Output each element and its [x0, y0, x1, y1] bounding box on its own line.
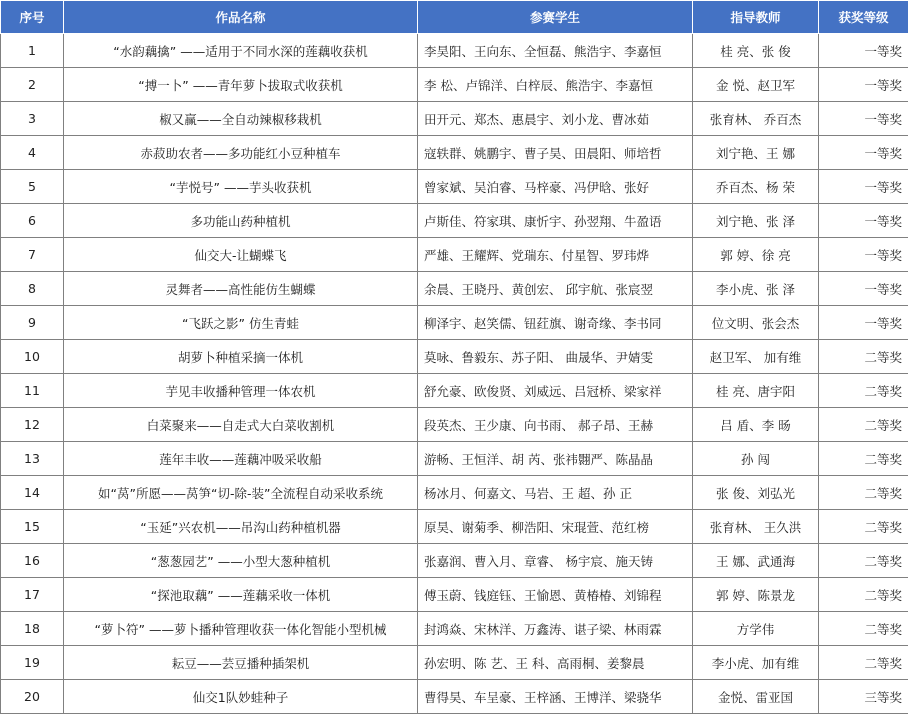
cell-students: 傅玉蔚、钱庭钰、王愉恩、黄椿椿、刘锦程: [418, 578, 693, 612]
cell-award: 一等奖: [819, 170, 908, 204]
cell-work-name: 胡萝卜种植采摘一体机: [64, 340, 418, 374]
cell-students: 孙宏明、陈 艺、王 科、高雨桐、姜黎晨: [418, 646, 693, 680]
cell-award: 二等奖: [819, 646, 908, 680]
cell-award: 一等奖: [819, 204, 908, 238]
table-row: [1, 306, 908, 340]
cell-work-name: 仙交大-让蝴蝶飞: [64, 238, 418, 272]
table-body: [1, 34, 908, 714]
cell-students: 舒允豪、欧俊贤、刘威远、吕冠桥、梁家祥: [418, 374, 693, 408]
cell-index: 12: [1, 408, 64, 442]
cell-work-name: 莲年丰收——莲藕冲吸采收船: [64, 442, 418, 476]
cell-award: 二等奖: [819, 340, 908, 374]
cell-teachers: 赵卫军、 加有维: [693, 340, 819, 374]
cell-index: 5: [1, 170, 64, 204]
cell-teachers: 方学伟: [693, 612, 819, 646]
cell-teachers: 郭 婷、陈景龙: [693, 578, 819, 612]
cell-index: 7: [1, 238, 64, 272]
cell-teachers: 张 俊、刘弘光: [693, 476, 819, 510]
cell-teachers: 桂 亮、唐宇阳: [693, 374, 819, 408]
cell-students: 严雄、王耀辉、党瑞东、付星智、罗玮烨: [418, 238, 693, 272]
cell-work-name: 椒又赢——全自动辣椒移栽机: [64, 102, 418, 136]
table-row: [1, 578, 908, 612]
table-row: [1, 272, 908, 306]
cell-award: 二等奖: [819, 544, 908, 578]
cell-students: 寇轶群、姚鹏宇、曹子昊、田晨阳、师培哲: [418, 136, 693, 170]
table-row: [1, 544, 908, 578]
cell-work-name: 赤菽助农者——多功能红小豆种植车: [64, 136, 418, 170]
table-row: [1, 340, 908, 374]
cell-index: 9: [1, 306, 64, 340]
cell-teachers: 王 娜、武通海: [693, 544, 819, 578]
cell-teachers: 刘宁艳、张 泽: [693, 204, 819, 238]
cell-work-name: “玉延”兴农机——吊沟山药种植机器: [64, 510, 418, 544]
cell-index: 20: [1, 680, 64, 714]
cell-index: 16: [1, 544, 64, 578]
cell-award: 一等奖: [819, 272, 908, 306]
cell-work-name: “芋悦号” ——芋头收获机: [64, 170, 418, 204]
table-row: [1, 408, 908, 442]
table-row: [1, 374, 908, 408]
cell-students: 游畅、王恒洋、胡 芮、张祎翾严、陈晶晶: [418, 442, 693, 476]
header-row: [1, 1, 908, 34]
cell-students: 杨冰月、何嘉文、马岩、王 超、孙 正: [418, 476, 693, 510]
cell-students: 余晨、王晓丹、黄创宏、 邱宇航、张宸翌: [418, 272, 693, 306]
cell-teachers: 郭 婷、徐 亮: [693, 238, 819, 272]
table-row: [1, 646, 908, 680]
cell-work-name: 仙交1队妙蛙种子: [64, 680, 418, 714]
table-row: [1, 170, 908, 204]
cell-teachers: 刘宁艳、王 娜: [693, 136, 819, 170]
header-award: 获奖等级: [819, 1, 908, 34]
cell-students: 田开元、郑杰、惠晨宇、刘小龙、曹冰茹: [418, 102, 693, 136]
header-students: 参赛学生: [418, 1, 693, 34]
table-row: [1, 238, 908, 272]
cell-students: 莫咏、鲁毅东、苏子阳、 曲晟华、尹婧雯: [418, 340, 693, 374]
table-row: [1, 34, 908, 68]
cell-work-name: “葱葱园艺” ——小型大葱种植机: [64, 544, 418, 578]
cell-teachers: 位文明、张会杰: [693, 306, 819, 340]
cell-index: 13: [1, 442, 64, 476]
cell-award: 二等奖: [819, 374, 908, 408]
table-row: [1, 204, 908, 238]
cell-students: 封鸿焱、宋林洋、万鑫涛、谌子梁、林雨霖: [418, 612, 693, 646]
table-row: [1, 442, 908, 476]
table-row: [1, 68, 908, 102]
cell-award: 二等奖: [819, 442, 908, 476]
table-row: [1, 136, 908, 170]
cell-award: 一等奖: [819, 68, 908, 102]
cell-teachers: 李小虎、加有维: [693, 646, 819, 680]
cell-students: 原昊、谢菊季、柳浩阳、宋琨萱、范红榜: [418, 510, 693, 544]
cell-index: 14: [1, 476, 64, 510]
cell-work-name: 耘豆——芸豆播种插架机: [64, 646, 418, 680]
cell-index: 4: [1, 136, 64, 170]
cell-award: 二等奖: [819, 476, 908, 510]
cell-teachers: 乔百杰、杨 荣: [693, 170, 819, 204]
cell-index: 15: [1, 510, 64, 544]
cell-students: 李 松、卢锦洋、白梓辰、熊浩宇、李嘉恒: [418, 68, 693, 102]
cell-students: 柳泽宇、赵笑儒、钮荭旗、谢奇缘、李书同: [418, 306, 693, 340]
cell-work-name: 白菜聚来——自走式大白菜收割机: [64, 408, 418, 442]
cell-students: 李昊阳、王向东、全恒磊、熊浩宇、李嘉恒: [418, 34, 693, 68]
cell-index: 3: [1, 102, 64, 136]
header-teachers: 指导教师: [693, 1, 819, 34]
cell-award: 一等奖: [819, 136, 908, 170]
cell-teachers: 金 悦、赵卫军: [693, 68, 819, 102]
cell-index: 19: [1, 646, 64, 680]
cell-work-name: “飞跃之影” 仿生青蛙: [64, 306, 418, 340]
cell-award: 二等奖: [819, 612, 908, 646]
table-row: [1, 476, 908, 510]
cell-award: 一等奖: [819, 238, 908, 272]
cell-index: 11: [1, 374, 64, 408]
cell-award: 二等奖: [819, 578, 908, 612]
cell-index: 1: [1, 34, 64, 68]
cell-index: 2: [1, 68, 64, 102]
table-row: [1, 510, 908, 544]
cell-students: 卢斯佳、符家琪、康忻宇、孙翌翔、牛盈语: [418, 204, 693, 238]
cell-teachers: 张育林、 王久洪: [693, 510, 819, 544]
cell-teachers: 孙 闯: [693, 442, 819, 476]
cell-work-name: 灵舞者——高性能仿生蝴蝶: [64, 272, 418, 306]
cell-award: 二等奖: [819, 408, 908, 442]
cell-award: 三等奖: [819, 680, 908, 714]
cell-award: 一等奖: [819, 306, 908, 340]
cell-award: 一等奖: [819, 34, 908, 68]
cell-students: 曹得昊、车呈豪、王梓涵、王博洋、梁骁华: [418, 680, 693, 714]
cell-work-name: “水韵藕擒” ——适用于不同水深的莲藕收获机: [64, 34, 418, 68]
header-index: 序号: [1, 1, 64, 34]
cell-index: 10: [1, 340, 64, 374]
header-work: 作品名称: [64, 1, 418, 34]
cell-work-name: 多功能山药种植机: [64, 204, 418, 238]
cell-work-name: “萝卜符” ——萝卜播种管理收获一体化智能小型机械: [64, 612, 418, 646]
cell-teachers: 李小虎、张 泽: [693, 272, 819, 306]
cell-award: 二等奖: [819, 510, 908, 544]
cell-index: 17: [1, 578, 64, 612]
table-row: [1, 612, 908, 646]
cell-award: 一等奖: [819, 102, 908, 136]
cell-students: 张嘉润、曹入月、章睿、 杨宇宸、施天铸: [418, 544, 693, 578]
cell-work-name: 如“莴”所愿——莴笋“切-除-装”全流程自动采收系统: [64, 476, 418, 510]
table-row: [1, 102, 908, 136]
cell-teachers: 吕 盾、李 旸: [693, 408, 819, 442]
cell-students: 段英杰、王少康、向书雨、 郝子昂、王赫: [418, 408, 693, 442]
table-row: [1, 680, 908, 714]
cell-teachers: 金悦、雷亚国: [693, 680, 819, 714]
cell-work-name: “探池取藕” ——莲藕采收一体机: [64, 578, 418, 612]
cell-work-name: 芋见丰收播种管理一体农机: [64, 374, 418, 408]
cell-students: 曾家斌、吴泊睿、马梓豪、冯伊晗、张好: [418, 170, 693, 204]
cell-index: 6: [1, 204, 64, 238]
cell-index: 18: [1, 612, 64, 646]
cell-index: 8: [1, 272, 64, 306]
table-header: [1, 1, 908, 34]
cell-work-name: “搏一卜” ——青年萝卜拔取式收获机: [64, 68, 418, 102]
cell-teachers: 桂 亮、张 俊: [693, 34, 819, 68]
cell-teachers: 张育林、 乔百杰: [693, 102, 819, 136]
